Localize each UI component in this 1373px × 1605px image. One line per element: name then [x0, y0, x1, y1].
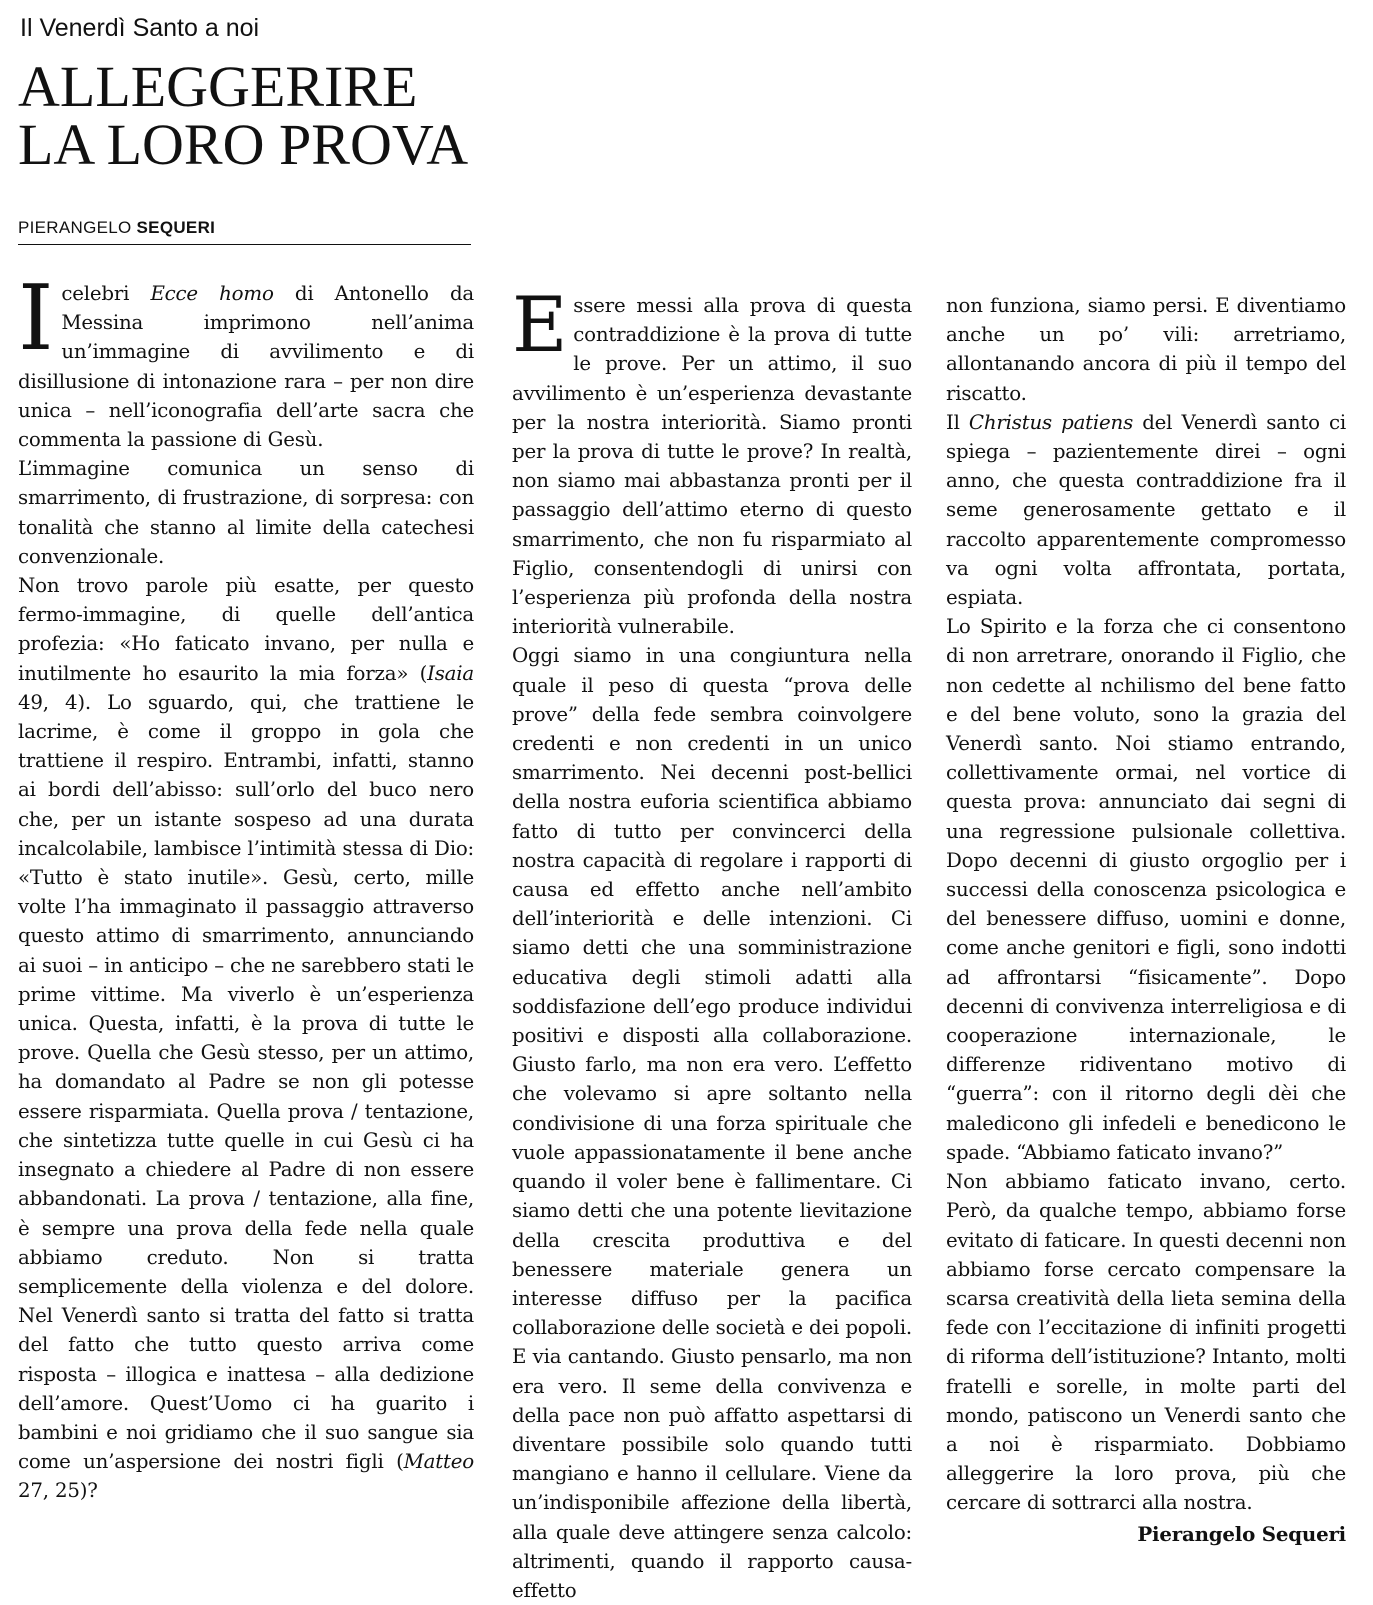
text-run: 49, 4). Lo sguardo, qui, che trattiene le lacrime, è come il groppo in gola che trattiene il respiro. Entrambi, infatti, stanno ai bordi dell’abisso: sull’orlo del buco nero che, per un istante sospeso ad una durata incalcolabile, lambisce l’intimità stessa di Dio: «Tutto è stato inutile». Gesù, certo, mille volte l’ha immaginato il passaggio attraverso questo attimo di smarrimento, annunciando ai suoi – in anticipo – che ne sarebbero stati le prime vittime. Ma viverlo è un’esperienza unica. Questa, infatti, è la prova di tutte le prove. Quella che Gesù stesso, per un attimo, ha domandato al Padre se non gli potesse essere risparmiata. Quella prova / tentazione, che sintetizza tutte quelle in cui Gesù ci ha insegnato a chiedere al Padre di non essere abbandonati. La prova / tentazione, alla fine, è sempre una prova della fede nella quale abbiamo creduto. Non si tratta semplicemente della violenza e del dolore. Nel Venerdì santo si tratta del fatto si tratta del fatto che tutto questo arriva come risposta – illogica e inattesa – alla dedizione dell’amore. Quest’Uomo ci ha guarito i bambini e noi gridiamo che il suo sangue sia come un’aspersione dei nostri figli ( — [18, 690, 474, 1474]
text-run: 27, 25)? — [18, 1479, 98, 1503]
kicker: Il Venerdì Santo a noi — [20, 14, 260, 42]
paragraph: non funziona, siamo persi. E diventiamo anche un po’ vili: arretriamo, allontanando ancora di più il tempo del riscatto. — [946, 294, 1346, 405]
paragraph: Lo Spirito e la forza che ci consentono di non arretrare, onorando il Figlio, che non cedette al nchilismo del bene fatto e del bene voluto, sono la grazia del Venerdì santo. Noi stiamo entrando, collettivamente ormai, nel vortice di questa prova: annunciato dai segni di una regressione pulsionale collettiva. Dopo decenni di giusto orgoglio per i successi della conoscenza psicologica e del benessere diffuso, uomini e donne, come anche genitori e figli, sono indotti ad affrontarsi “fisicamente”. Dopo decenni di convivenza interreligiosa e di cooperazione internazionale, le differenze ridiventano motivo di “guerra”: con il ritorno degli dèi che maledicono gli infedeli e benedicono le spade. “Abbiamo faticato invano?” — [946, 615, 1346, 1164]
paragraph: L’immagine comunica un senso di smarrimento, di frustrazione, di sorpresa: con tonalità che stanno al limite della catechesi convenzionale. — [18, 457, 474, 568]
drop-cap: I — [18, 266, 54, 371]
text-run: Il — [946, 410, 969, 434]
column-2 — [512, 280, 912, 1605]
headline-line-1: ALLEGGERIRE — [18, 54, 418, 119]
column-3 — [946, 291, 1346, 1549]
italic-citation: Isaia — [427, 661, 474, 685]
paragraph — [512, 280, 912, 641]
author-first-name: PIERANGELO — [18, 218, 132, 237]
italic-title: Ecce homo — [150, 282, 274, 305]
byline — [18, 218, 471, 245]
italic-citation: Matteo — [403, 1450, 474, 1474]
text-run: del Venerdì santo ci spiega – pazientemente direi – ogni anno, che questa contraddizione fra il seme generosamente gettato e il raccolto apparentemente compromesso va ogni volta affrontata, portata, espiata. — [946, 410, 1346, 610]
paragraph — [18, 266, 475, 454]
text-run: Non trovo parole più esatte, per questo fermo-immagine, di quelle dell’antica profezia: «Ho faticato invano, per nulla e inutilmente ho esaurito la mia forza» ( — [18, 574, 474, 685]
text-run: celebri — [61, 282, 151, 305]
headline-line-2: LA LORO PROVA — [18, 112, 469, 177]
column-1 — [18, 266, 475, 1506]
author-last-name: SEQUERI — [136, 218, 216, 237]
paragraph: Oggi siamo in una congiuntura nella quale il peso di questa “prova delle prove” della fede sembra coinvolgere credenti e non credenti in un unico smarrimento. Nei decenni post-bellici della nostra euforia scientifica abbiamo fatto di tutto per convincerci della nostra capacità di regolare i rapporti di causa ed effetto anche nell’ambito dell’interiorità e delle intenzioni. Ci siamo detti che una somministrazione educativa degli stimoli adatti alla soddisfazione dell’ego produce individui positivi e disposti alla collaborazione. Giusto farlo, ma non era vero. L’effetto che volevamo si apre soltanto nella condivisione di una forza spirituale che vuole appassionatamente il bene anche quando il voler bene è fallimentare. Ci siamo detti che una potente lievitazione della crescita produttiva e del benessere materiale genera un interesse diffuso per la pacifica collaborazione delle società e dei popoli. E via cantando. Giusto pensarlo, ma non era vero. Il seme della convivenza e della pace non può affatto aspettarsi di diventare possibile solo quando tutti mangiano e hanno il cellulare. Viene da un’indisponibile affezione della libertà, alla quale deve attingere senza calcolo: altrimenti, quando il rapporto causa-effetto — [512, 644, 912, 1602]
italic-title: Christus patiens — [968, 410, 1134, 434]
signature: Pierangelo Sequeri — [1137, 1521, 1346, 1546]
paragraph — [946, 408, 1346, 612]
text-run: di Antonello da Messina imprimono nell’anima un’immagine di avvilimento e di disillusione di intonazione rara – per non dire unica – nell’iconografia dell’arte sacra che commenta la passione di Gesù. — [18, 282, 475, 452]
paragraph — [18, 571, 474, 1506]
paragraph: Non abbiamo faticato invano, certo. Però, da qualche tempo, abbiamo forse evitato di faticare. In questi decenni non abbiamo forse cercato compensare la scarsa creatività della lieta semina della fede con l’eccitazione di infiniti progetti di riforma dell’istituzione? Intanto, molti fratelli e sorelle, in molte parti del mondo, patiscono un Venerdi santo che a noi è risparmiato. Dobbiamo alleggerire la loro prova, più che cercare di sottrarci alla nostra. — [946, 1170, 1346, 1515]
drop-cap: E — [512, 280, 568, 369]
headline — [18, 54, 478, 177]
text-run: ssere messi alla prova di questa contraddizione è la prova di tutte le prove. Per un attimo, il suo avvilimento è un’esperienza devastante per la nostra interiorità. Siamo pronti per la prova di tutte le prove? In realtà, non siamo mai abbastanza pronti per il passaggio dell’attimo eterno di questo smarrimento, che non fu risparmiato al Figlio, consentendogli di unirsi con l’esperienza più profonda della nostra interiorità vulnerabile. — [512, 294, 912, 639]
